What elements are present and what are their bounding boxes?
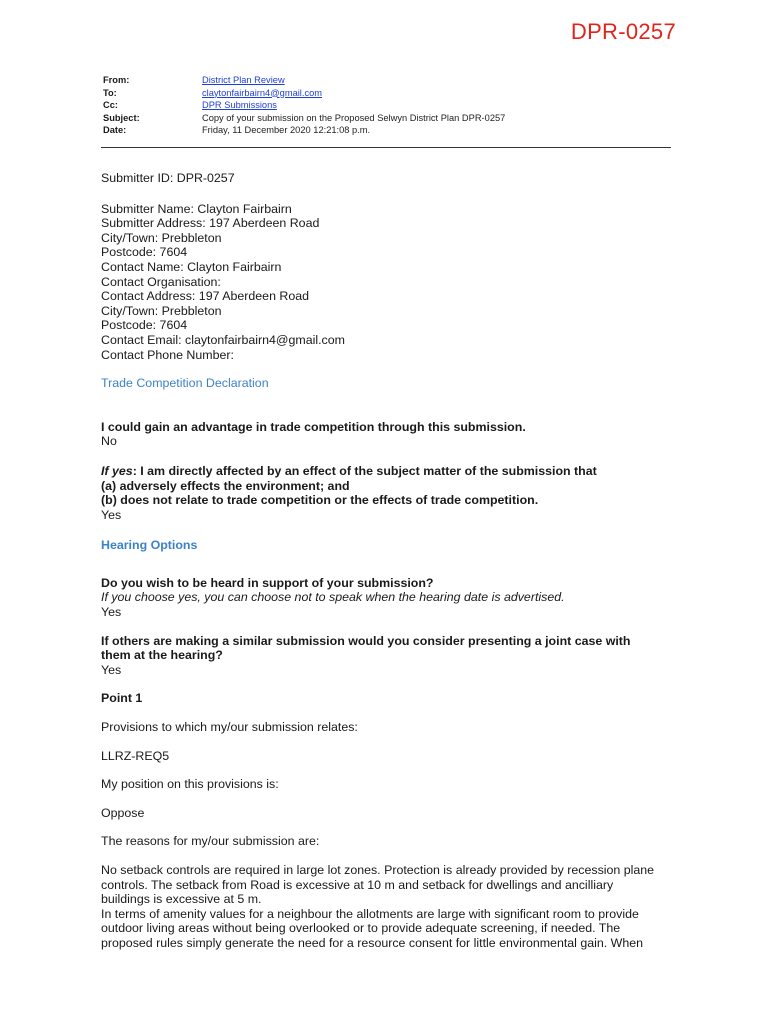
header-divider	[101, 147, 671, 148]
to-label: To:	[103, 87, 117, 98]
email-from-row	[103, 74, 505, 87]
hearing-question-2-line-1: If others are making a similar submission would you consider presenting a joint case with	[101, 633, 631, 648]
submitter-line: Submitter Name: Clayton Fairbairn	[101, 201, 292, 216]
submitter-line: Postcode: 7604	[101, 245, 188, 260]
email-date-row	[103, 124, 505, 137]
position-label: My position on this provisions is:	[101, 777, 279, 792]
subject-value: Copy of your submission on the Proposed Selwyn District Plan DPR-0257	[202, 112, 506, 123]
submitter-line: Contact Phone Number:	[101, 347, 234, 362]
date-value: Friday, 11 December 2020 12:21:08 p.m.	[202, 125, 371, 136]
trade-question-1: I could gain an advantage in trade competition through this submission.	[101, 419, 526, 434]
submitter-line: Contact Name: Clayton Fairbairn	[101, 259, 282, 274]
cc-link[interactable]: DPR Submissions	[202, 100, 277, 111]
provisions-label: Provisions to which my/our submission relates:	[101, 720, 358, 735]
trade-competition-heading: Trade Competition Declaration	[101, 376, 269, 391]
hearing-question-1: Do you wish to be heard in support of your submission?	[101, 575, 434, 590]
trade-question-2-line-3: (b) does not relate to trade competition or the effects of trade competition.	[101, 493, 539, 508]
if-yes-prefix: If yes	[101, 463, 133, 478]
submitter-line: Contact Email: claytonfairbairn4@gmail.com	[101, 332, 345, 347]
reasons-line: In terms of amenity values for a neighbour the allotments are large with significant room to provide	[101, 906, 639, 921]
reasons-line: proposed rules simply generate the need for a resource consent for little environmental gain. When	[101, 935, 644, 950]
reasons-label: The reasons for my/our submission are:	[101, 834, 320, 849]
trade-question-2-line-1: : I am directly affected by an effect of the subject matter of the submission that	[132, 463, 597, 478]
hearing-question-2-line-2: them at the hearing?	[101, 648, 223, 663]
from-label: From:	[103, 75, 130, 85]
to-link[interactable]: claytonfairbairn4@gmail.com	[202, 87, 323, 98]
trade-answer-2: Yes	[101, 507, 122, 522]
date-label: Date:	[103, 125, 127, 136]
reasons-line: buildings is excessive at 5 m.	[101, 892, 262, 907]
trade-question-2-line-2: (a) adversely effects the environment; and	[101, 478, 350, 493]
trade-question-2	[101, 464, 676, 479]
reasons-line: No setback controls are required in large lot zones. Protection is already provided by recession plane	[101, 863, 655, 877]
submitter-line: Submitter Address: 197 Aberdeen Road	[101, 216, 320, 231]
trade-answer-1: No	[101, 434, 117, 449]
submitter-details	[101, 202, 676, 363]
provision-value: LLRZ-REQ5	[101, 748, 170, 763]
reasons-line: outdoor living areas without being overlooked or to provide adequate screening, if needed. The	[101, 921, 621, 936]
subject-label: Subject:	[103, 112, 140, 123]
position-value: Oppose	[101, 805, 145, 820]
from-link[interactable]: District Plan Review	[202, 75, 285, 85]
hearing-answer-2: Yes	[101, 662, 122, 677]
submitter-id: Submitter ID: DPR-0257	[101, 171, 235, 185]
email-subject-row	[103, 112, 505, 125]
email-to-row	[103, 87, 505, 100]
cc-label: Cc:	[103, 100, 118, 111]
submitter-line: Contact Organisation:	[101, 274, 221, 289]
hearing-answer-1: Yes	[101, 605, 122, 620]
document-id-stamp: DPR-0257	[570, 19, 676, 44]
submitter-line: City/Town: Prebbleton	[101, 303, 222, 318]
point-title: Point 1	[101, 691, 143, 706]
email-cc-row	[103, 99, 505, 112]
submitter-line: Contact Address: 197 Aberdeen Road	[101, 289, 310, 304]
reasons-line: controls. The setback from Road is excessive at 10 m and setback for dwellings and ancilliary	[101, 877, 614, 892]
hearing-question-1-note: If you choose yes, you can choose not to speak when the hearing date is advertised.	[101, 590, 565, 605]
submitter-line: Postcode: 7604	[101, 318, 188, 333]
hearing-options-heading: Hearing Options	[101, 538, 198, 553]
submission-body	[101, 171, 676, 951]
email-header	[103, 74, 505, 137]
submitter-line: City/Town: Prebbleton	[101, 230, 222, 245]
reasons-text	[101, 863, 676, 951]
